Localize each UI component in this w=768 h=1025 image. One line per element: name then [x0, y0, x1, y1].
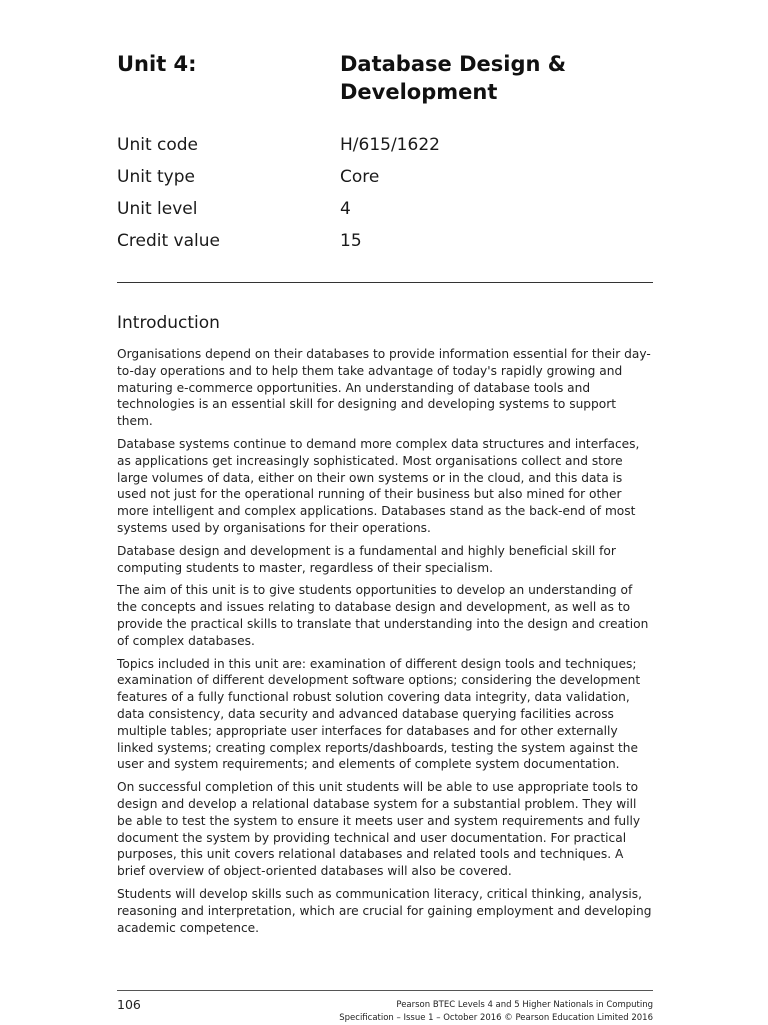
info-row-credit-value [117, 225, 653, 257]
info-value: Core [340, 167, 380, 187]
info-label: Unit level [117, 199, 198, 219]
document-page [117, 0, 653, 1024]
intro-paragraph: On successful completion of this unit students will be able to use appropriate tools to design and develop a relational database system for a substantial problem. They will be able to test the system to ensure it meets user and system requirements and fully document the system by providing technical and user documentation. For practical purposes, this unit covers relational databases and related tools and techniques. A brief overview of object-oriented databases will also be covered. [117, 780, 641, 879]
footer-line: Pearson BTEC Levels 4 and 5 Higher Nationals in Computing [396, 1000, 653, 1010]
unit-number: Unit 4: [117, 52, 197, 76]
info-value: 4 [340, 199, 351, 219]
intro-paragraph: Students will develop skills such as communication literacy, critical thinking, analysis, reasoning and interpretation, which are crucial for gaining employment and developing academic competence. [117, 886, 652, 935]
info-label: Credit value [117, 231, 220, 251]
section-divider [117, 282, 653, 283]
info-label: Unit type [117, 167, 195, 187]
info-value: H/615/1622 [340, 135, 440, 155]
unit-info-table [117, 129, 653, 257]
info-row-unit-type [117, 161, 653, 193]
introduction-body [117, 346, 653, 942]
unit-title: Database Design & Development [340, 52, 567, 104]
intro-paragraph: Topics included in this unit are: examination of different design tools and techniques; examination of different development software options; considering the development features of a fully functional robust solution covering data integrity, data validation, data consistency, data security and advanced database querying facilities across multiple tables; appropriate user interfaces for databases and for other externally linked systems; creating complex reports/dashboards, testing the system against the user and system requirements; and elements of complete system documentation. [117, 656, 641, 772]
page-number: 106 [117, 997, 141, 1012]
intro-paragraph: Database systems continue to demand more complex data structures and interfaces, as applications get increasingly sophisticated. Most organisations collect and store large volumes of data, either on their own systems or in the cloud, and this data is used not just for the operational running of their business but also mined for other more intelligent and complex applications. Databases stand as the back-end of most systems used by organisations for their operations. [117, 436, 640, 535]
footer-divider [117, 990, 653, 991]
introduction-heading: Introduction [117, 313, 220, 333]
intro-paragraph: Database design and development is a fundamental and highly beneficial skill for computing students to master, regardless of their specialism. [117, 543, 616, 575]
info-label: Unit code [117, 135, 199, 155]
intro-paragraph: Organisations depend on their databases to provide information essential for their day-to-day operations and to help them take advantage of today's rapidly growing and maturing e-commerce opportunities. An understanding of database tools and technologies is an essential skill for designing and developing systems to support them. [117, 347, 651, 429]
info-row-unit-code [117, 129, 653, 161]
footer-line: Specification – Issue 1 – October 2016 © Pearson Education Limited 2016 [339, 1013, 653, 1023]
unit-header [117, 50, 653, 106]
info-value: 15 [340, 231, 362, 251]
footer-publication-info [339, 999, 653, 1025]
info-row-unit-level [117, 193, 653, 225]
intro-paragraph: The aim of this unit is to give students opportunities to develop an understanding of the concepts and issues relating to database design and development, as well as to provide the practical skills to translate that understanding into the design and creation of complex databases. [117, 583, 649, 648]
